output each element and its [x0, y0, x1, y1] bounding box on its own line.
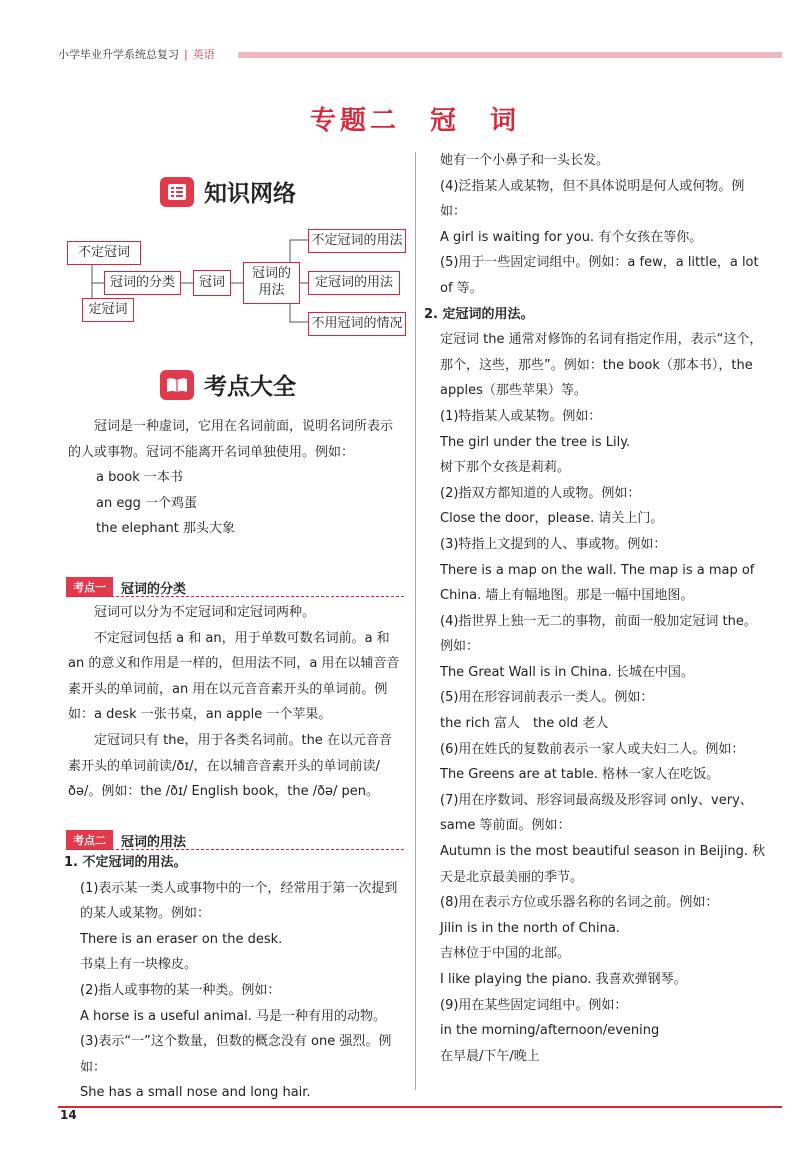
kaodian-2-body [64, 850, 404, 1106]
example-line: a book 一本书 [96, 470, 183, 486]
paragraph: (6)用在姓氏的复数前表示一家人或夫妇二人。例如： [440, 741, 745, 757]
example-line: 在早晨/下午/晚上 [440, 1048, 540, 1064]
paragraph: (3)特指上文提到的人、事或物。例如： [440, 536, 667, 552]
page-number: 14 [60, 1108, 77, 1122]
section-title: 知识网络 [204, 181, 296, 207]
kaodian-badge: 考点二 [66, 830, 113, 850]
example-line: 树下那个女孩是莉莉。 [440, 460, 571, 476]
kaodian-title: 冠词的分类 [121, 581, 187, 597]
paragraph: 定冠词 the 通常对修饰的名词有指定作用，表示“这个，那个，这些，那些”。例如：the book（那本书），the apples（那些苹果）等。 [440, 332, 763, 399]
intro-block [68, 414, 404, 542]
paragraph: (2)指人或事物的某一种类。例如： [80, 982, 281, 998]
paragraph: (4)指世界上独一无二的事物，前面一般加定冠词 the。例如： [440, 613, 757, 655]
paragraph: (8)用在表示方位或乐器名称的名词之前。例如： [440, 895, 719, 911]
example-line: the rich 富人 the old 老人 [440, 716, 609, 732]
example-line: 书桌上有一块橡皮。 [80, 957, 198, 973]
paragraph: (1)表示某一类人或事物中的一个，经常用于第一次提到的某人或某物。例如： [80, 880, 398, 922]
example-line: She has a small nose and long hair. [80, 1085, 311, 1101]
paragraph: (9)用在某些固定词组中。例如： [440, 997, 628, 1013]
example-line: A girl is waiting for you. 有个女孩在等你。 [440, 229, 703, 245]
mindmap-classification: 冠词的分类 [104, 271, 181, 295]
book-icon [160, 370, 194, 400]
kaodian-title: 冠词的用法 [121, 834, 187, 850]
kaodian-1-heading [66, 577, 186, 597]
example-line: The girl under the tree is Lily. [440, 434, 631, 450]
mindmap-usage: 冠词的 用法 [243, 262, 300, 304]
kaodian-rule [66, 596, 404, 597]
example-line: The Greens are at table. 格林一家人在吃饭。 [440, 767, 720, 783]
example-line: There is an eraser on the desk. [80, 931, 283, 947]
subheading: 2. 定冠词的用法。 [424, 306, 534, 322]
kaodian-1-body [68, 600, 404, 805]
subject-label: 英语 [192, 48, 215, 61]
paragraph: 不定冠词包括 a 和 an，用于单数可数名词前。a 和 an 的意义和作用是一样的，但用法不同，a 用在以辅音音素开头的单词前，an 用在以元音音素开头的单词前。例如：a desk 一张书桌，an apple 一个苹果。 [68, 630, 400, 723]
example-line: in the morning/afternoon/evening [440, 1023, 660, 1039]
mindmap-leaf-indefinite: 不定冠词 [67, 241, 141, 265]
paragraph: 定冠词只有 the，用于各类名词前。the 在以元音音素开头的单词前读/ðɪ/，在以辅音音素开头的单词前读/ðə/。例如：the /ðɪ/ English book，the /ðə/ pen。 [68, 732, 392, 800]
header-separator: | [184, 48, 188, 61]
book-title: 小学毕业升学系统总复习 [58, 48, 179, 61]
example-line: an egg 一个鸡蛋 [96, 495, 197, 511]
example-line: Close the door，please. 请关上门。 [440, 511, 664, 527]
paragraph: (4)泛指某人或某物，但不具体说明是何人或何物。例如： [440, 178, 745, 220]
example-line: the elephant 那头大象 [96, 521, 236, 537]
mindmap-leaf-definite: 定冠词 [82, 298, 134, 322]
paragraph: (3)表示“一”这个数量，但数的概念没有 one 强烈。例如： [80, 1034, 392, 1075]
kaodian-2-heading [66, 830, 186, 850]
kaodian-badge: 考点一 [66, 577, 113, 597]
section-title: 考点大全 [204, 374, 296, 400]
mindmap-leaf-definite-usage: 定冠词的用法 [308, 271, 400, 295]
paragraph: (2)指双方都知道的人或物。例如： [440, 485, 641, 501]
mindmap-root: 冠词 [193, 270, 231, 296]
text-line: 她有一个小鼻子和一头长发。 [440, 153, 610, 168]
example-line: A horse is a useful animal. 马是一种有用的动物。 [80, 1008, 386, 1024]
paragraph: (5)用在形容词前表示一类人。例如： [440, 690, 654, 706]
section-exam-points [160, 368, 296, 401]
example-line: I like playing the piano. 我喜欢弹钢琴。 [440, 972, 687, 987]
example-line: There is a map on the wall. The map is a map of China. 墙上有幅地图。那是一幅中国地图。 [440, 562, 755, 604]
footer-rule [58, 1106, 782, 1108]
page-title: 专题二 冠 词 [309, 106, 520, 136]
paragraph: (5)用于一些固定词组中。例如：a few，a little，a lot of 等。 [440, 255, 759, 296]
example-line: The Great Wall is in China. 长城在中国。 [440, 664, 694, 680]
right-column [424, 148, 768, 1069]
mindmap-leaf-indefinite-usage: 不定冠词的用法 [308, 229, 406, 253]
subheading: 1. 不定冠词的用法。 [64, 855, 187, 870]
example-line: Autumn is the most beautiful season in Beijing. 秋天是北京最美丽的季节。 [440, 844, 766, 885]
paragraph: (7)用在序数词、形容词最高级及形容词 only、very、same 等前面。例如： [440, 792, 753, 834]
intro-paragraph: 冠词是一种虚词，它用在名词前面，说明名词所表示的人或事物。冠词不能离开名词单独使用。例如： [68, 419, 394, 460]
example-line: 吉林位于中国的北部。 [440, 946, 571, 962]
paragraph: (1)特指某人或某物。例如： [440, 408, 602, 424]
mindmap-leaf-no-article: 不用冠词的情况 [308, 312, 406, 336]
paragraph: 冠词可以分为不定冠词和定冠词两种。 [94, 605, 316, 620]
example-line: Jilin is in the north of China. [440, 920, 620, 936]
